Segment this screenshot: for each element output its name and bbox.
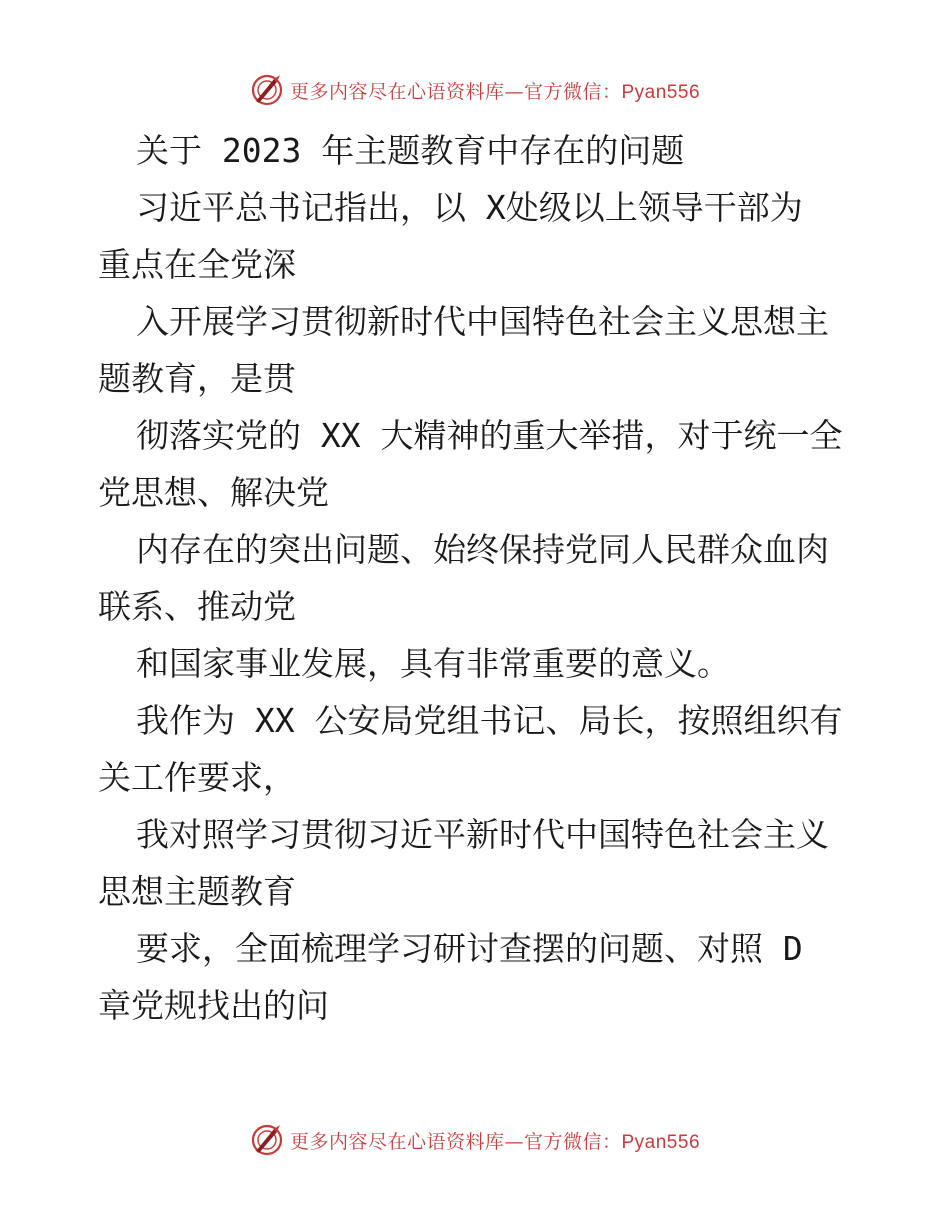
doc-line: 章党规找出的问	[98, 986, 329, 1025]
doc-line: 重点在全党深	[98, 245, 296, 284]
doc-line: 我作为 XX 公安局党组书记、局长，按照组织有	[136, 701, 843, 740]
banner-dash: —	[504, 80, 524, 103]
quill-logo-icon	[250, 73, 284, 107]
banner-title: 更多内容尽在心语资料库	[289, 1130, 505, 1153]
banner-text	[290, 77, 700, 104]
banner-wechat-id: Pyan556	[621, 81, 701, 103]
doc-line: 要求，全面梳理学习研讨查摆的问题、对照 D	[136, 929, 803, 968]
doc-line: 我对照学习贯彻习近平新时代中国特色社会主义	[136, 815, 829, 854]
doc-line: 入开展学习贯彻新时代中国特色社会主义思想主	[136, 302, 829, 341]
doc-line: 和国家事业发展，具有非常重要的意义。	[136, 644, 730, 683]
doc-line: 联系、推动党	[98, 587, 296, 626]
doc-line: 习近平总书记指出，以 X处级以上领导干部为	[136, 188, 803, 227]
banner-wechat-id: Pyan556	[621, 1131, 701, 1153]
header-banner	[0, 70, 950, 110]
banner-text	[290, 1127, 700, 1154]
banner-dash: —	[504, 1130, 524, 1153]
banner-wechat-label: 官方微信：	[523, 1130, 622, 1153]
doc-title: 关于 2023 年主题教育中存在的问题	[136, 131, 685, 170]
doc-line: 彻落实党的 XX 大精神的重大举措，对于统一全	[136, 416, 843, 455]
doc-line: 题教育，是贯	[98, 359, 296, 398]
doc-line: 党思想、解决党	[98, 473, 329, 512]
footer-banner	[0, 1120, 950, 1160]
doc-line: 思想主题教育	[98, 872, 296, 911]
banner-wechat-label: 官方微信：	[523, 80, 622, 103]
doc-line: 内存在的突出问题、始终保持党同人民群众血肉	[136, 530, 829, 569]
doc-line: 关工作要求，	[98, 758, 296, 797]
banner-title: 更多内容尽在心语资料库	[289, 80, 505, 103]
document-body	[98, 122, 858, 1034]
quill-logo-icon	[250, 1123, 284, 1157]
